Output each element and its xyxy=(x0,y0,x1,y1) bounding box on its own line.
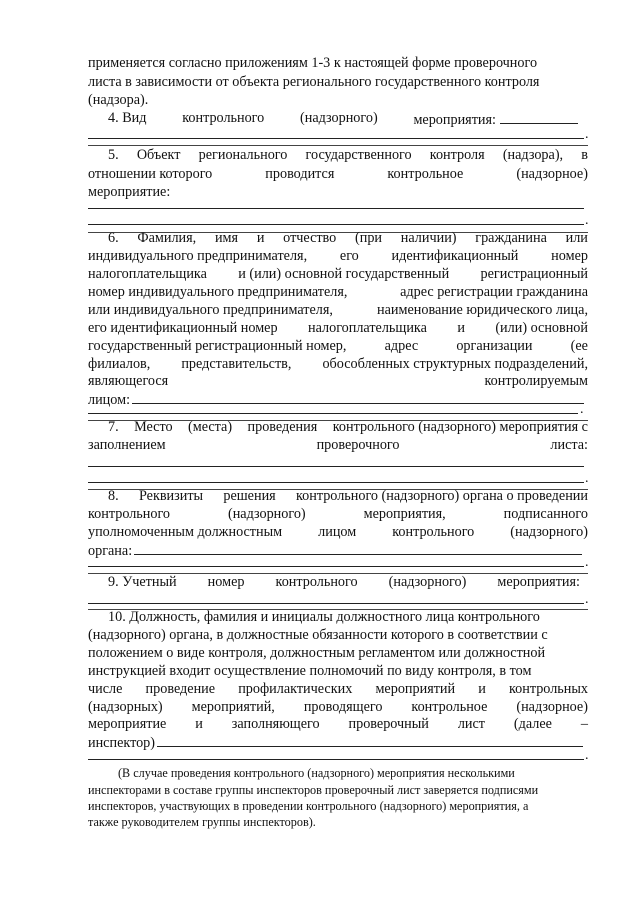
item6-word: налогоплательщика xyxy=(308,320,427,336)
item6-word: (ее xyxy=(570,338,588,354)
item10-word: (далее xyxy=(513,716,552,732)
item10-line-5 xyxy=(88,681,588,698)
note-line-3: инспекторов, участвующих в проведении контрольного (надзорного) мероприятия, а xyxy=(88,799,529,813)
item6-word: индивидуального предпринимателя, xyxy=(88,248,308,264)
item7-fill-line-1[interactable] xyxy=(88,466,584,467)
item5-fill-line-2[interactable] xyxy=(88,224,584,225)
item6-line-2 xyxy=(88,248,588,265)
item6-word: государственный регистрационный номер, xyxy=(88,338,347,354)
note-line-4: также руководителем группы инспекторов). xyxy=(88,815,316,829)
item6-word: или индивидуального предпринимателя, xyxy=(88,302,333,318)
item10-word: контрольное xyxy=(411,699,488,715)
item8-word: решения xyxy=(223,488,276,504)
item6-word: регистрационный xyxy=(480,266,588,282)
item9-word: 9. Учетный xyxy=(108,574,177,590)
item10-word: и xyxy=(478,681,486,697)
item6-word: идентификационный xyxy=(391,248,519,264)
item6-word: представительств, xyxy=(181,356,292,372)
item6-word: его идентификационный номер xyxy=(88,320,278,336)
item6-line-6 xyxy=(88,320,588,337)
intro-line-1: применяется согласно приложениям 1-3 к настоящей форме проверочного xyxy=(88,55,538,71)
item6-word: гражданина xyxy=(475,230,547,246)
item10-word: профилактических xyxy=(238,681,353,697)
item5-word: регионального xyxy=(198,147,288,163)
note-line-1 xyxy=(118,765,588,781)
item4-end: . xyxy=(585,127,589,142)
item8-word: (надзорного) xyxy=(227,506,306,522)
item7-word: (места) xyxy=(188,419,233,435)
item10-word: проведение xyxy=(145,681,216,697)
item7-word: проверочного xyxy=(316,437,400,453)
item6-word: имя xyxy=(214,230,239,246)
item5-word: отношении которого xyxy=(88,166,213,182)
item6-fill-line-2[interactable] xyxy=(88,413,578,414)
item6-word: наличии) xyxy=(400,230,457,246)
item10-word: контрольных xyxy=(508,681,588,697)
item6-word: (или) основной xyxy=(495,320,588,336)
item8-fill-line-2[interactable] xyxy=(88,566,584,567)
item6-word: обособленных структурных подразделений, xyxy=(322,356,588,372)
item6-line-10: лицом: xyxy=(88,390,588,407)
item10-word: (надзорное) xyxy=(516,699,588,715)
item10-line-6 xyxy=(88,699,588,716)
item6-line-7 xyxy=(88,338,588,355)
item10-word: мероприятий xyxy=(375,681,456,697)
item9-word: номер xyxy=(207,574,245,590)
item6-word: налогоплательщика xyxy=(88,266,207,282)
item6-fill-line-1[interactable] xyxy=(132,390,584,404)
item10-line-8: инспектор) xyxy=(88,733,588,750)
item7-word: листа: xyxy=(550,437,588,453)
item6-word: адрес регистрации гражданина xyxy=(400,284,588,300)
item4-line xyxy=(108,110,578,127)
item10-fill-line-1[interactable] xyxy=(157,733,583,747)
item6-word: адрес xyxy=(384,338,419,354)
item8-line-3 xyxy=(88,524,588,541)
item6-end: . xyxy=(580,402,584,417)
item5-line-3: мероприятие: xyxy=(88,184,171,200)
item6-word: 6. xyxy=(108,230,119,246)
item6-line-1 xyxy=(108,230,588,247)
item10-word: мероприятий, xyxy=(191,699,275,715)
item7-word: контрольного (надзорного) мероприятия с xyxy=(332,419,588,435)
item6-line-8 xyxy=(88,356,588,373)
item7-word: 7. xyxy=(108,419,119,435)
item5-word: контроля xyxy=(429,147,485,163)
item5-word: проводится xyxy=(265,166,335,182)
item6-word: отчество xyxy=(283,230,337,246)
item7-word: проведения xyxy=(247,419,318,435)
item10-word: (надзорных) xyxy=(88,699,163,715)
item6-word: Фамилия, xyxy=(137,230,197,246)
item8-word: уполномоченным должностным xyxy=(88,524,283,540)
item10-word: и xyxy=(195,716,203,732)
item8-word: контрольного (надзорного) органа о проведении xyxy=(295,488,588,504)
item9-word: мероприятия: xyxy=(497,574,580,590)
item7-fill-line-2[interactable] xyxy=(88,482,584,483)
item10-word: лист xyxy=(457,716,485,732)
item6-word: номер xyxy=(551,248,588,264)
item5-word: государственного xyxy=(305,147,412,163)
item6-word: контролируемым xyxy=(484,373,588,389)
item6-word: являющегося xyxy=(88,373,169,389)
item8-word: 8. xyxy=(108,488,119,504)
item6-word: номер индивидуального предпринимателя, xyxy=(88,284,348,300)
item6-line-5 xyxy=(88,302,588,319)
item8-fill-line-1[interactable] xyxy=(134,541,582,555)
item4-fill-line[interactable] xyxy=(500,110,578,124)
item10-line-1: 10. Должность, фамилия и инициалы должностного лица контрольного xyxy=(108,609,540,625)
item10-line-7 xyxy=(88,716,588,733)
note-line-2: инспекторами в составе группы инспекторов проверочный лист заверяется подписями xyxy=(88,783,539,797)
intro-line-3: (надзора). xyxy=(88,92,149,108)
item7-word: Место xyxy=(134,419,173,435)
note-text: (В случае проведения контрольного (надзорного) мероприятия несколькими xyxy=(118,766,515,780)
item6-line-3 xyxy=(88,266,588,283)
item10-line-2: (надзорного) органа, в должностные обязанности которого в соответствии с xyxy=(88,627,548,643)
item6-word: или xyxy=(565,230,588,246)
item8-word: контрольного xyxy=(392,524,475,540)
item4-word: контрольного xyxy=(182,110,265,126)
item5-end: . xyxy=(585,213,589,228)
item8-word: контрольного xyxy=(88,506,171,522)
item8-end: . xyxy=(585,555,589,570)
item4-fill-line-2[interactable] xyxy=(88,138,584,139)
item9-word: контрольного xyxy=(275,574,358,590)
item10-fill-line-2[interactable] xyxy=(88,759,584,760)
item5-line-1 xyxy=(108,147,588,164)
item6-word: организации xyxy=(456,338,533,354)
item5-line-2 xyxy=(88,166,588,183)
item4-word: 4. Вид xyxy=(108,110,147,126)
item5-word: (надзорное) xyxy=(516,166,588,182)
item10-word: проводящего xyxy=(303,699,383,715)
item6-line-4 xyxy=(88,284,588,301)
item7-end: . xyxy=(585,471,589,486)
item5-fill-line-1[interactable] xyxy=(88,208,584,209)
item5-word: Объект xyxy=(136,147,181,163)
item7-word: заполнением xyxy=(88,437,166,453)
item9-word: (надзорного) xyxy=(388,574,467,590)
item9-line xyxy=(108,574,580,591)
item10-line-4: инструкцией входит осуществление полномочий по виду контроля, в том xyxy=(88,663,532,679)
item10-word: числе xyxy=(88,681,123,697)
item8-word: лицом xyxy=(318,524,357,540)
item5-word: контрольное xyxy=(387,166,464,182)
item4-word: мероприятия: xyxy=(413,110,578,127)
item6-word: и (или) основной государственный xyxy=(238,266,450,282)
item4-word: (надзорного) xyxy=(300,110,378,126)
item9-fill-line[interactable] xyxy=(88,603,584,604)
item8-word: подписанного xyxy=(503,506,588,522)
item8-line-4: органа: xyxy=(88,541,588,558)
item8-line-1 xyxy=(108,488,588,505)
item6-word: наименование юридического лица, xyxy=(377,302,588,318)
item5-word: (надзора), xyxy=(502,147,564,163)
item6-line-9 xyxy=(88,373,588,390)
item10-word: проверочный xyxy=(348,716,429,732)
item8-word: Реквизиты xyxy=(138,488,204,504)
item6-word: его xyxy=(339,248,359,264)
item5-word: 5. xyxy=(108,147,119,163)
item6-word: и xyxy=(256,230,265,246)
item10-line-3: положением о виде контроля, должностным регламентом или должностной xyxy=(88,645,546,661)
intro-line-2: листа в зависимости от объекта регионального государственного контроля xyxy=(88,74,540,90)
item7-line-1 xyxy=(108,419,588,436)
item6-word: (при xyxy=(355,230,383,246)
item10-word: заполняющего xyxy=(231,716,320,732)
item10-word: – xyxy=(580,716,588,732)
section-divider xyxy=(88,145,588,146)
item8-word: (надзорного) xyxy=(510,524,588,540)
item6-word: и xyxy=(457,320,465,336)
item9-end: . xyxy=(585,592,589,607)
item5-word: в xyxy=(581,147,588,163)
item7-line-2 xyxy=(88,437,588,454)
item8-line-2 xyxy=(88,506,588,523)
item10-end: . xyxy=(585,748,589,763)
item6-word: филиалов, xyxy=(88,356,151,372)
item10-word: мероприятие xyxy=(88,716,167,732)
item8-word: мероприятия, xyxy=(363,506,446,522)
